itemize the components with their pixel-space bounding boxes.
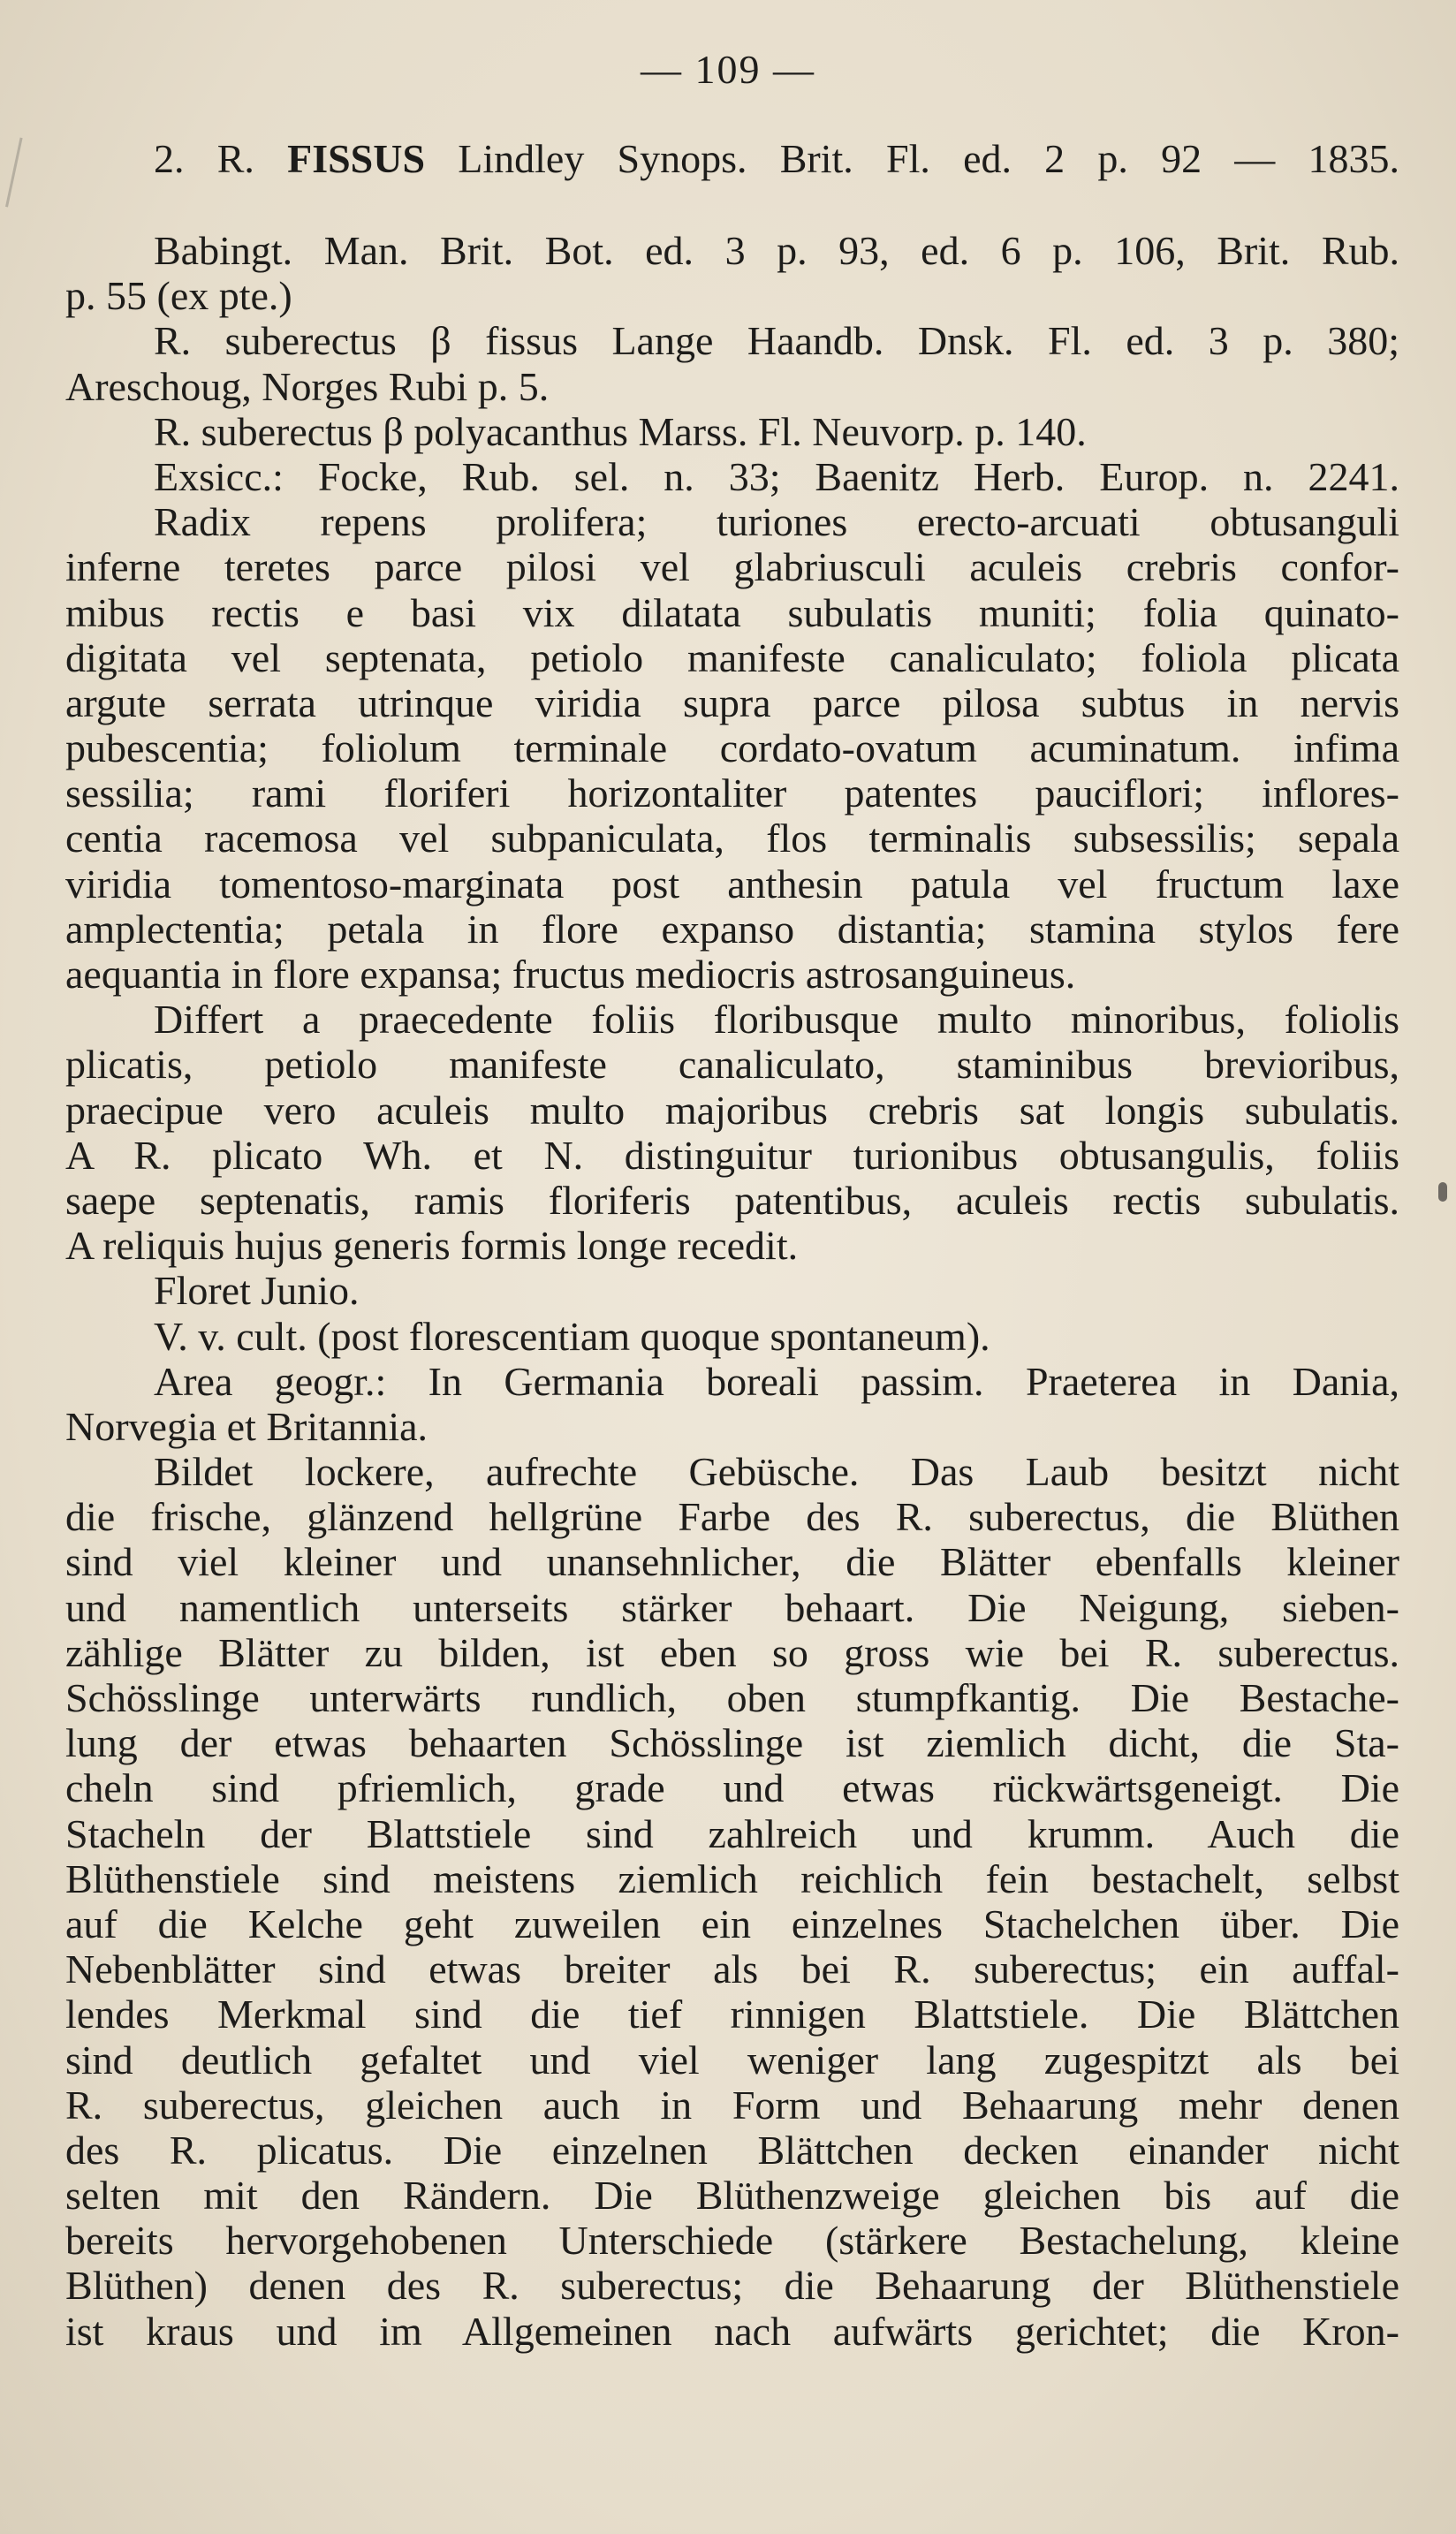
text-line: inferne teretes parce pilosi vel glabriusculi aculeis crebris confor-	[65, 544, 1399, 590]
text-line: Area geogr.: In Germania boreali passim. Praeterea in Dania,	[154, 1358, 1399, 1404]
text-line: cheln sind pfriemlich, grade und etwas rückwärtsgeneigt. Die	[65, 1765, 1399, 1811]
text-line: Bildet lockere, aufrechte Gebüsche. Das Laub besitzt nicht	[154, 1449, 1399, 1495]
text-line: bereits hervorgehobenen Unterschiede (stärkere Bestachelung, kleine	[65, 2218, 1399, 2264]
text-line: argute serrata utrinque viridia supra parce pilosa subtus in nervis	[65, 679, 1399, 725]
text-line: V. v. cult. (post florescentiam quoque spontaneum).	[154, 1313, 990, 1359]
text-line: A reliquis hujus generis formis longe recedit.	[65, 1223, 799, 1269]
text-line: sind viel kleiner und unansehnlicher, die Blätter ebenfalls kleiner	[65, 1539, 1399, 1585]
page-number: — 109 —	[641, 47, 815, 92]
text-line: R. suberectus, gleichen auch in Form und Behaarung mehr denen	[65, 2082, 1399, 2128]
text-line: amplectentia; petala in flore expanso distantia; stamina stylos fere	[65, 906, 1399, 952]
species-number: 2. R.	[154, 136, 254, 181]
text-line: sessilia; rami floriferi horizontaliter patentes pauciflori; inflores-	[65, 770, 1399, 816]
text-line: Blüthenstiele sind meistens ziemlich reichlich fein bestachelt, selbst	[65, 1855, 1399, 1901]
text-line: Areschoug, Norges Rubi p. 5.	[65, 363, 550, 409]
text-line: Babingt. Man. Brit. Bot. ed. 3 p. 93, ed. 6 p. 106, Brit. Rub.	[154, 228, 1399, 273]
text-line: Norvegia et Britannia.	[65, 1403, 428, 1449]
text-line: praecipue vero aculeis multo majoribus crebris sat longis subulatis.	[65, 1087, 1399, 1133]
text-line: Floret Junio.	[154, 1268, 360, 1314]
text-line: Radix repens prolifera; turiones erecto-arcuati obtusanguli	[154, 499, 1399, 545]
text-line: mibus rectis e basi vix dilatata subulatis muniti; folia quinato-	[65, 589, 1399, 635]
text-line: Nebenblätter sind etwas breiter als bei R. suberectus; ein auffal-	[65, 1946, 1399, 1992]
text-line: saepe septenatis, ramis floriferis patentibus, aculeis rectis subulatis.	[65, 1177, 1399, 1223]
body-text	[65, 228, 1399, 2354]
text-line: Stacheln der Blattstiele sind zahlreich und krumm. Auch die	[65, 1810, 1399, 1856]
text-line: und namentlich unterseits stärker behaart. Die Neigung, sieben-	[65, 1584, 1399, 1630]
species-heading	[65, 133, 1399, 186]
text-block	[65, 133, 1399, 2354]
species-citation: Lindley Synops. Brit. Fl. ed. 2 p. 92 — 1835.	[458, 136, 1399, 181]
text-line: Exsicc.: Focke, Rub. sel. n. 33; Baenitz Herb. Europ. n. 2241.	[154, 453, 1399, 499]
text-line: R. suberectus β polyacanthus Marss. Fl. Neuvorp. p. 140.	[154, 408, 1087, 454]
text-line: sind deutlich gefaltet und viel weniger lang zugespitzt als bei	[65, 2037, 1399, 2083]
text-line: Blüthen) denen des R. suberectus; die Behaarung der Blüthenstiele	[65, 2263, 1399, 2309]
text-line: aequantia in flore expansa; fructus mediocris astrosanguineus.	[65, 952, 1076, 997]
text-line: Schösslinge unterwärts rundlich, oben stumpfkantig. Die Bestache-	[65, 1675, 1399, 1720]
text-line: plicatis, petiolo manifeste canaliculato, staminibus brevioribus,	[65, 1042, 1399, 1088]
text-line: auf die Kelche geht zuweilen ein einzelnes Stachelchen über. Die	[65, 1900, 1399, 1946]
text-line: lendes Merkmal sind die tief rinnigen Blattstiele. Die Blättchen	[65, 1992, 1399, 2037]
species-name: FISSUS	[287, 136, 426, 181]
margin-pencil-mark	[5, 138, 47, 213]
text-line: A R. plicato Wh. et N. distinguitur turionibus obtusangulis, foliis	[65, 1132, 1399, 1178]
text-line: selten mit den Rändern. Die Blüthenzweige gleichen bis auf die	[65, 2173, 1399, 2219]
text-line: viridia tomentoso-marginata post anthesin patula vel fructum laxe	[65, 861, 1399, 907]
text-line: pubescentia; foliolum terminale cordato-ovatum acuminatum. infima	[65, 725, 1399, 771]
text-line: die frische, glänzend hellgrüne Farbe des R. suberectus, die Blüthen	[65, 1494, 1399, 1540]
text-line: centia racemosa vel subpaniculata, flos terminalis subsessilis; sepala	[65, 816, 1399, 861]
text-line: des R. plicatus. Die einzelnen Blättchen decken einander nicht	[65, 2127, 1399, 2173]
text-line: zählige Blätter zu bilden, ist eben so gross wie bei R. suberectus.	[65, 1629, 1399, 1675]
text-line: lung der etwas behaarten Schösslinge ist ziemlich dicht, die Sta-	[65, 1720, 1399, 1766]
text-line: p. 55 (ex pte.)	[65, 273, 292, 319]
text-line: R. suberectus β fissus Lange Haandb. Dnsk. Fl. ed. 3 p. 380;	[154, 318, 1399, 364]
text-line: ist kraus und im Allgemeinen nach aufwärts gerichtet; die Kron-	[65, 2308, 1399, 2354]
text-line: Differt a praecedente foliis floribusque multo minoribus, foliolis	[154, 997, 1399, 1043]
text-line: digitata vel septenata, petiolo manifeste canaliculato; foliola plicata	[65, 634, 1399, 680]
margin-ink-spot	[1438, 1182, 1447, 1202]
